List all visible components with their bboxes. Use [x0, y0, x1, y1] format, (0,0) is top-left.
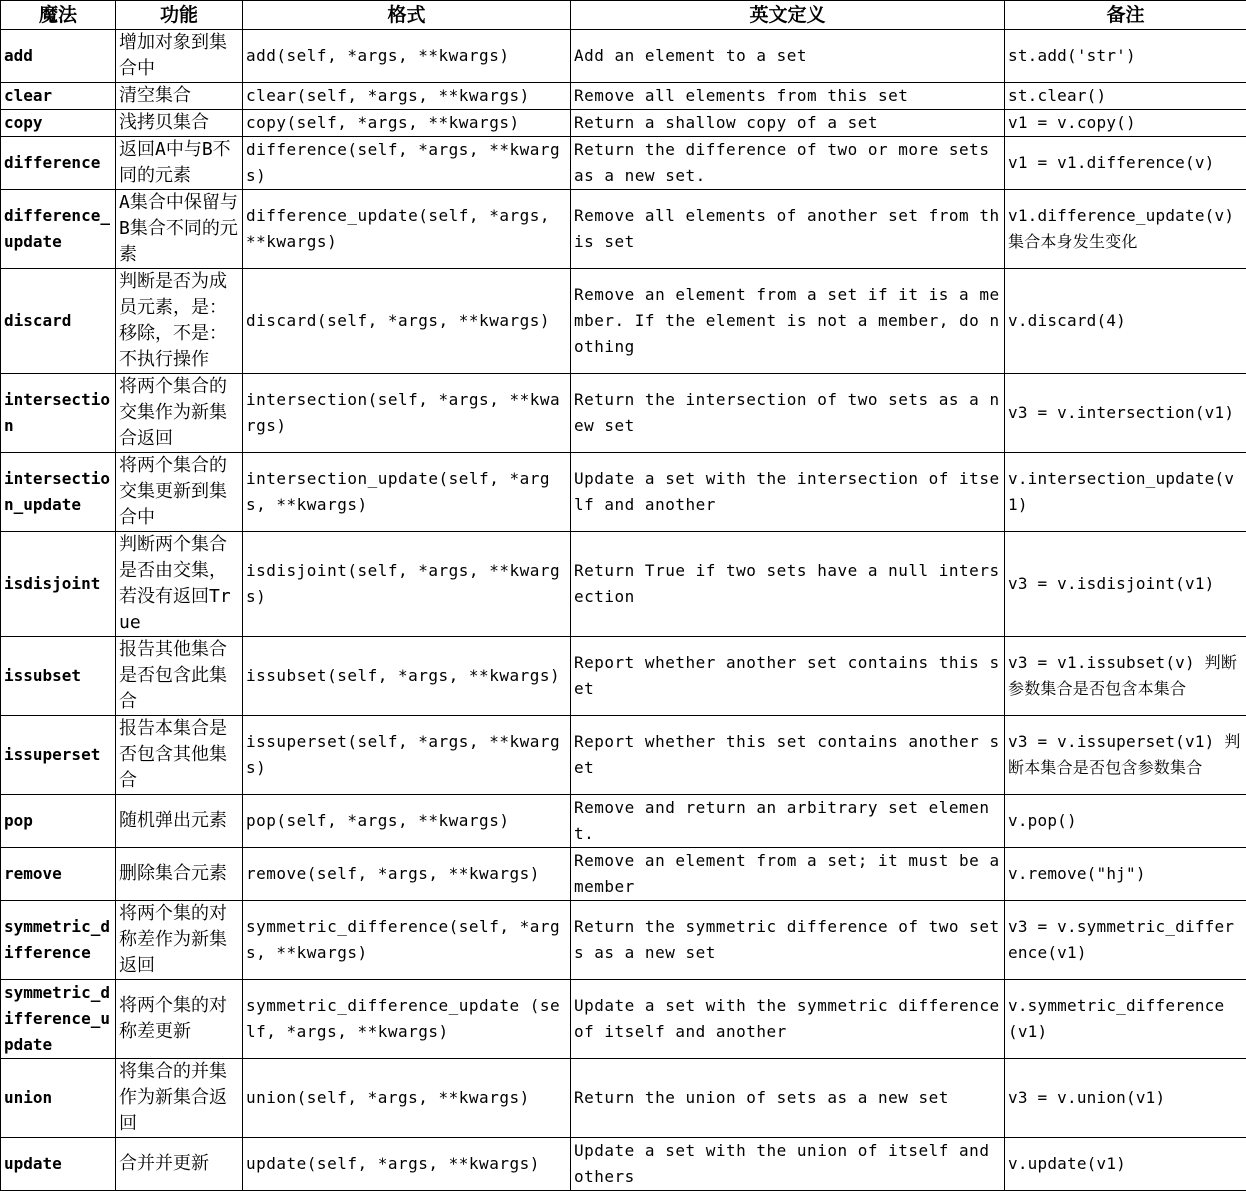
- function-cell: 将两个集合的交集作为新集合返回: [116, 374, 243, 453]
- format-cell: isdisjoint(self, *args, **kwargs): [243, 532, 571, 637]
- magic-cell: clear: [1, 83, 116, 110]
- note-cell: v3 = v.union(v1): [1005, 1059, 1246, 1138]
- function-cell: 将两个集合的交集更新到集合中: [116, 453, 243, 532]
- table-row: [1, 901, 1246, 980]
- function-cell: 将集合的并集作为新集合返回: [116, 1059, 243, 1138]
- english-cell: Remove an element from a set; it must be a member: [571, 848, 1005, 901]
- note-cell: v.discard(4): [1005, 269, 1246, 374]
- english-cell: Report whether this set contains another set: [571, 716, 1005, 795]
- format-cell: remove(self, *args, **kwargs): [243, 848, 571, 901]
- header-row: [1, 1, 1246, 30]
- note-cell: st.clear(): [1005, 83, 1246, 110]
- note-cell: v1 = v1.difference(v): [1005, 137, 1246, 190]
- function-cell: 报告其他集合是否包含此集合: [116, 637, 243, 716]
- english-cell: Update a set with the union of itself and others: [571, 1138, 1005, 1191]
- table-row: [1, 716, 1246, 795]
- function-cell: 清空集合: [116, 83, 243, 110]
- format-cell: copy(self, *args, **kwargs): [243, 110, 571, 137]
- english-cell: Update a set with the intersection of itself and another: [571, 453, 1005, 532]
- english-cell: Remove all elements from this set: [571, 83, 1005, 110]
- magic-cell: isdisjoint: [1, 532, 116, 637]
- format-cell: issuperset(self, *args, **kwargs): [243, 716, 571, 795]
- magic-cell: discard: [1, 269, 116, 374]
- note-cell: v.pop(): [1005, 795, 1246, 848]
- english-cell: Update a set with the symmetric difference of itself and another: [571, 980, 1005, 1059]
- format-cell: difference_update(self, *args, **kwargs): [243, 190, 571, 269]
- english-cell: Remove and return an arbitrary set element.: [571, 795, 1005, 848]
- format-cell: union(self, *args, **kwargs): [243, 1059, 571, 1138]
- note-cell: v1 = v.copy(): [1005, 110, 1246, 137]
- english-cell: Report whether another set contains this set: [571, 637, 1005, 716]
- table-row: [1, 1138, 1246, 1191]
- magic-cell: issuperset: [1, 716, 116, 795]
- table-row: [1, 190, 1246, 269]
- format-cell: pop(self, *args, **kwargs): [243, 795, 571, 848]
- format-cell: intersection_update(self, *args, **kwargs): [243, 453, 571, 532]
- magic-cell: symmetric_difference_update: [1, 980, 116, 1059]
- note-cell: v.update(v1): [1005, 1138, 1246, 1191]
- magic-cell: pop: [1, 795, 116, 848]
- format-cell: clear(self, *args, **kwargs): [243, 83, 571, 110]
- note-cell: v3 = v1.issubset(v) 判断参数集合是否包含本集合: [1005, 637, 1246, 716]
- table-row: [1, 795, 1246, 848]
- table-row: [1, 137, 1246, 190]
- note-cell: v.remove("hj"): [1005, 848, 1246, 901]
- function-cell: 将两个集的对称差更新: [116, 980, 243, 1059]
- note-cell: v.intersection_update(v1): [1005, 453, 1246, 532]
- magic-cell: add: [1, 30, 116, 83]
- table-row: [1, 980, 1246, 1059]
- magic-cell: intersection: [1, 374, 116, 453]
- format-cell: issubset(self, *args, **kwargs): [243, 637, 571, 716]
- english-cell: Remove an element from a set if it is a member. If the element is not a member, do nothing: [571, 269, 1005, 374]
- magic-cell: intersection_update: [1, 453, 116, 532]
- note-cell: v3 = v.issuperset(v1) 判断本集合是否包含参数集合: [1005, 716, 1246, 795]
- format-cell: discard(self, *args, **kwargs): [243, 269, 571, 374]
- english-cell: Remove all elements of another set from this set: [571, 190, 1005, 269]
- header-note: 备注: [1005, 1, 1246, 30]
- table-row: [1, 83, 1246, 110]
- magic-cell: difference_update: [1, 190, 116, 269]
- header-format: 格式: [243, 1, 571, 30]
- note-cell: v.symmetric_difference(v1): [1005, 980, 1246, 1059]
- english-cell: Return True if two sets have a null intersection: [571, 532, 1005, 637]
- function-cell: 随机弹出元素: [116, 795, 243, 848]
- function-cell: 合并并更新: [116, 1138, 243, 1191]
- table-row: [1, 453, 1246, 532]
- header-english: 英文定义: [571, 1, 1005, 30]
- table-row: [1, 532, 1246, 637]
- header-magic: 魔法: [1, 1, 116, 30]
- english-cell: Return the difference of two or more sets as a new set.: [571, 137, 1005, 190]
- table-row: [1, 374, 1246, 453]
- magic-cell: update: [1, 1138, 116, 1191]
- function-cell: 判断是否为成员元素，是：移除，不是：不执行操作: [116, 269, 243, 374]
- table-row: [1, 30, 1246, 83]
- english-cell: Return the symmetric difference of two sets as a new set: [571, 901, 1005, 980]
- english-cell: Return the union of sets as a new set: [571, 1059, 1005, 1138]
- table-row: [1, 110, 1246, 137]
- magic-cell: difference: [1, 137, 116, 190]
- function-cell: 增加对象到集合中: [116, 30, 243, 83]
- magic-cell: remove: [1, 848, 116, 901]
- note-cell: v3 = v.symmetric_difference(v1): [1005, 901, 1246, 980]
- note-cell: st.add('str'): [1005, 30, 1246, 83]
- format-cell: add(self, *args, **kwargs): [243, 30, 571, 83]
- note-cell: v3 = v.isdisjoint(v1): [1005, 532, 1246, 637]
- function-cell: 返回A中与B不同的元素: [116, 137, 243, 190]
- note-cell: v1.difference_update(v) 集合本身发生变化: [1005, 190, 1246, 269]
- function-cell: 将两个集的对称差作为新集返回: [116, 901, 243, 980]
- table-row: [1, 848, 1246, 901]
- function-cell: A集合中保留与B集合不同的元素: [116, 190, 243, 269]
- function-cell: 报告本集合是否包含其他集合: [116, 716, 243, 795]
- table-row: [1, 269, 1246, 374]
- format-cell: intersection(self, *args, **kwargs): [243, 374, 571, 453]
- english-cell: Return a shallow copy of a set: [571, 110, 1005, 137]
- magic-cell: symmetric_difference: [1, 901, 116, 980]
- table-row: [1, 637, 1246, 716]
- magic-cell: copy: [1, 110, 116, 137]
- function-cell: 判断两个集合是否由交集，若没有返回True: [116, 532, 243, 637]
- table-row: [1, 1059, 1246, 1138]
- magic-cell: issubset: [1, 637, 116, 716]
- format-cell: update(self, *args, **kwargs): [243, 1138, 571, 1191]
- format-cell: symmetric_difference_update (self, *args, **kwargs): [243, 980, 571, 1059]
- note-cell: v3 = v.intersection(v1): [1005, 374, 1246, 453]
- function-cell: 删除集合元素: [116, 848, 243, 901]
- magic-cell: union: [1, 1059, 116, 1138]
- header-function: 功能: [116, 1, 243, 30]
- english-cell: Add an element to a set: [571, 30, 1005, 83]
- function-cell: 浅拷贝集合: [116, 110, 243, 137]
- format-cell: difference(self, *args, **kwargs): [243, 137, 571, 190]
- english-cell: Return the intersection of two sets as a new set: [571, 374, 1005, 453]
- format-cell: symmetric_difference(self, *args, **kwargs): [243, 901, 571, 980]
